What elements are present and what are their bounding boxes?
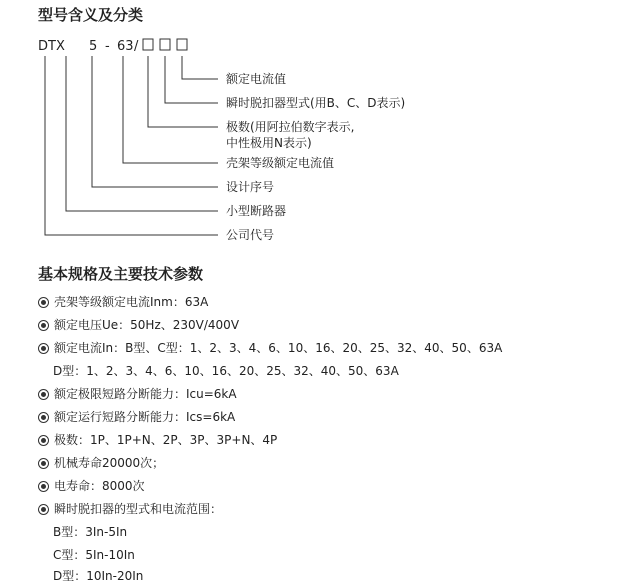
trip-range-d: D型：10In-20In [53,569,144,583]
bullet-icon [38,435,49,446]
bracket-design-number [92,56,218,187]
bullet-icon [38,504,49,515]
spec-item: 瞬时脱扣器的型式和电流范围： [38,501,222,517]
bracket-rated-current [182,56,218,79]
bullet-icon [38,343,49,354]
spec-item: 壳架等级额定电流Inm：63A [38,294,208,310]
code-design-number: 5 [89,39,98,54]
label-frame-current: 壳架等级额定电流值 [226,156,335,170]
spec-item: 额定电流In：B型、C型：1、2、3、4、6、10、16、20、25、32、40、50、63A [38,340,502,356]
bullet-icon [38,320,49,331]
trip-range-c: C型：5In-10In [53,548,135,562]
spec-item: 额定运行短路分断能力：Ics=6kA [38,409,235,425]
spec-item: 机械寿命20000次； [38,455,164,471]
trip-range-b: B型：3In-5In [53,525,128,539]
code-slash: / [134,39,139,54]
code-box-trip-type [160,39,170,50]
bracket-company [45,56,218,235]
spec-item: 极数：1P、1P+N、2P、3P、3P+N、4P [38,432,277,448]
bracket-poles [148,56,218,127]
code-frame-current: 63 [117,39,134,54]
model-code-diagram [0,0,637,260]
code-company: DTX [38,39,65,54]
spec-item: 电寿命：8000次 [38,478,145,494]
label-poles: 极数(用阿拉伯数字表示, [226,120,355,134]
label-poles-neutral: 中性极用N表示) [226,136,312,150]
label-trip-type: 瞬时脱扣器型式(用B、C、D表示) [226,96,406,110]
section-title-specs: 基本规格及主要技术参数 [38,265,204,283]
bullet-icon [38,297,49,308]
code-box-rated-current [177,39,187,50]
bullet-icon [38,458,49,469]
label-company: 公司代号 [226,228,275,242]
bullet-icon [38,481,49,492]
bullet-icon [38,389,49,400]
label-rated-current: 额定电流值 [226,72,287,86]
label-breaker: 小型断路器 [226,204,287,218]
bracket-frame-current [123,56,218,163]
section-title-model-meaning: 型号含义及分类 [38,6,144,24]
code-dash: - [105,39,110,54]
spec-continuation: D型：1、2、3、4、6、10、16、20、25、32、40、50、63A [53,364,399,378]
code-box-poles [143,39,153,50]
label-design-number: 设计序号 [226,180,275,194]
spec-item: 额定极限短路分断能力：Icu=6kA [38,386,237,402]
bullet-icon [38,412,49,423]
spec-item: 额定电压Ue：50Hz、230V/400V [38,317,239,333]
